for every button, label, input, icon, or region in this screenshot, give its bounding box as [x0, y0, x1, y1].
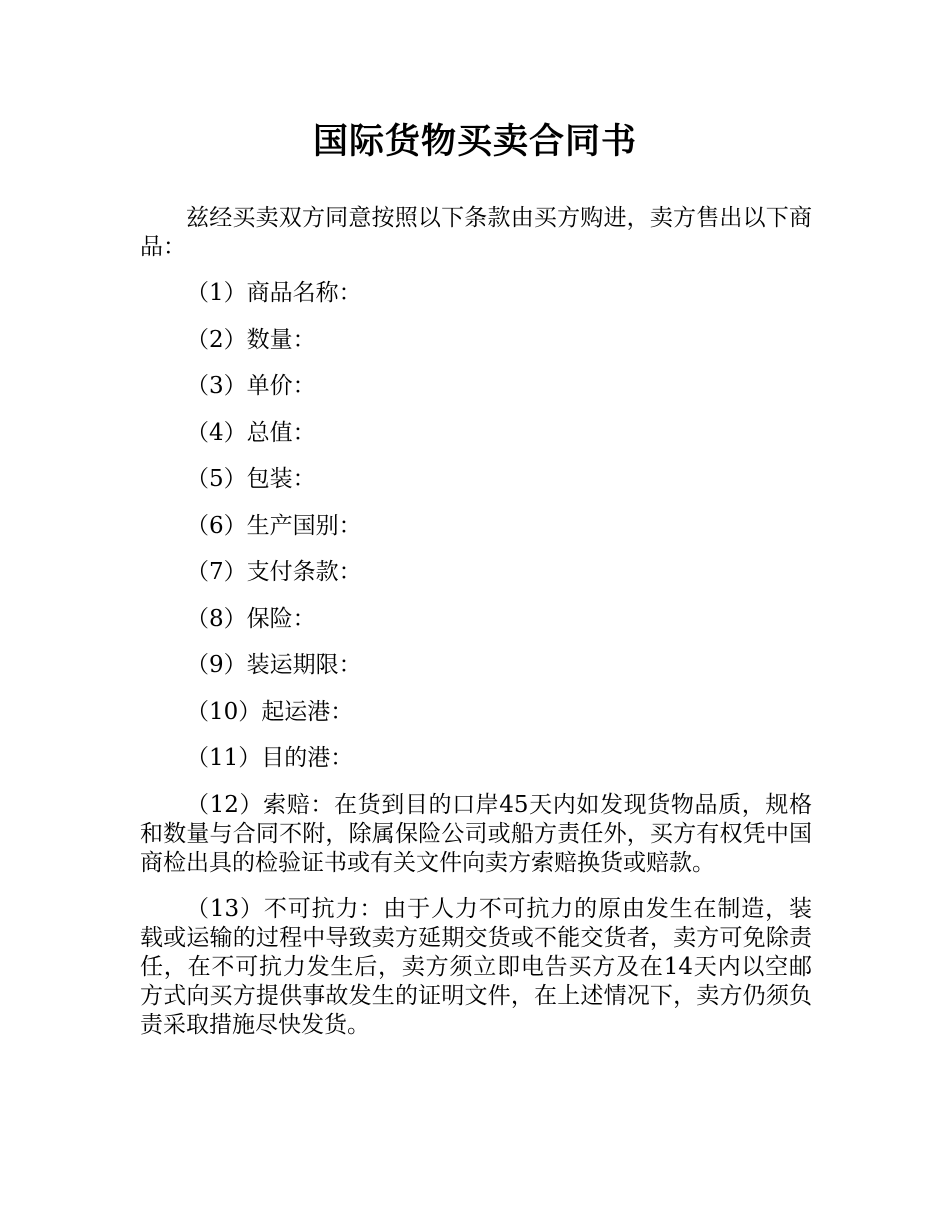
document-title: 国际货物买卖合同书 — [312, 122, 637, 162]
item-unit-price: （3）单价： — [186, 373, 316, 399]
item-product-name: （1）商品名称： — [186, 280, 362, 306]
item-port-of-destination: （11）目的港： — [186, 745, 354, 771]
clause-force-majeure: （13）不可抗力：由于人力不可抗力的原由发生在制造，装载或运输的过程中导致卖方延期交货或不能交货者，卖方可免除责任，在不可抗力发生后，卖方须立即电告买方及在14天内以空邮方式向买方提供事故发生的证明文件，在上述情况下，卖方仍须负责采取措施尽快发货。 — [140, 895, 812, 1038]
item-insurance: （8）保险： — [186, 605, 316, 632]
item-payment-terms: （7）支付条款： — [186, 559, 362, 585]
item-packing: （5）包装： — [186, 466, 316, 492]
item-shipment-period: （9）装运期限： — [186, 652, 362, 678]
item-country-of-origin: （6）生产国别： — [186, 512, 362, 539]
clause-claims: （12）索赔：在货到目的口岸45天内如发现货物品质，规格和数量与合同不附，除属保险公司或船方责任外，买方有权凭中国商检出具的检验证书或有关文件向卖方索赔换货或赔款。 — [140, 791, 812, 876]
item-quantity: （2）数量： — [186, 326, 316, 353]
item-port-of-loading: （10）起运港： — [186, 698, 354, 725]
intro-paragraph: 兹经买卖双方同意按照以下条款由买方购进，卖方售出以下商品： — [140, 205, 812, 260]
item-total-value: （4）总值： — [186, 419, 316, 446]
document-body — [140, 204, 812, 1057]
